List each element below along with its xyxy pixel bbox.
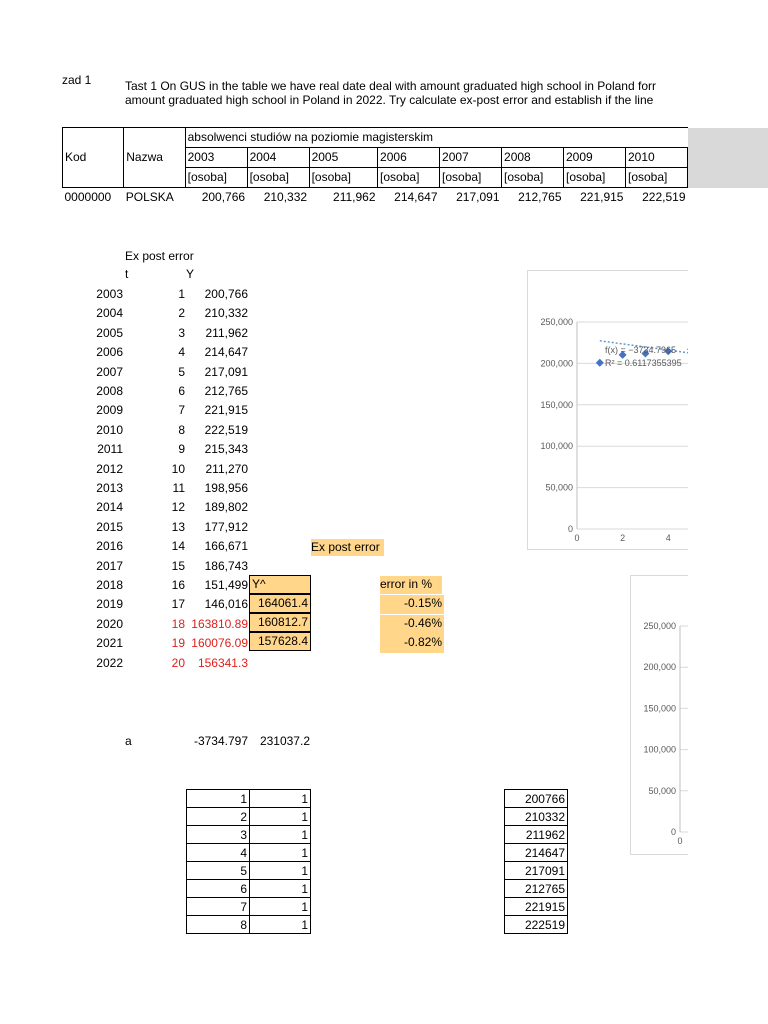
row-year: 2004 <box>96 306 123 321</box>
header-kod: Kod <box>63 128 124 188</box>
row-y: 156341.3 <box>197 655 248 670</box>
year-header: 2006 <box>378 148 440 168</box>
values-row <box>63 188 688 208</box>
row-t: 11 <box>172 481 185 495</box>
row-year: 2007 <box>96 364 123 379</box>
year-header: 2003 <box>185 148 247 168</box>
scatter-chart-2-svg <box>631 576 688 854</box>
matrix-y-cell: 200766 <box>505 790 568 808</box>
value-cell: 211,962 <box>333 190 376 204</box>
scatter-chart-1-svg <box>528 271 688 549</box>
unit-cell: [osoba] <box>440 168 502 188</box>
value-cell: 217,091 <box>456 190 500 204</box>
row-t: 5 <box>178 364 185 379</box>
row-y: 211,962 <box>205 325 248 340</box>
row-year: 2010 <box>96 422 123 437</box>
row-t: 15 <box>171 558 185 573</box>
value-cell: 210,332 <box>263 190 308 204</box>
row-year: 2016 <box>96 539 123 554</box>
coef-label: a <box>125 734 132 748</box>
matrix-y-row <box>505 790 568 808</box>
year-header: 2005 <box>309 148 377 168</box>
col-y-header: Y <box>186 267 195 281</box>
row-t: 4 <box>178 345 185 360</box>
row-y: 189,802 <box>204 500 248 515</box>
y-tick-label: 150,000 <box>643 703 676 714</box>
row-nazwa: POLSKA <box>125 190 174 204</box>
value-cell: 222,519 <box>642 190 686 204</box>
matrix-x-cell: 3 <box>187 826 250 844</box>
unit-cell: [osoba] <box>309 168 377 188</box>
value-cell: 200,766 <box>201 190 246 204</box>
y-tick-label: 50,000 <box>648 785 676 796</box>
row-t: 17 <box>171 597 185 612</box>
yhat-cell: 164061.4 <box>249 594 311 613</box>
value-cell: 212,765 <box>518 190 562 204</box>
matrix-x-cell: 1 <box>250 808 311 826</box>
task-line-2: amount graduated high school in Poland in 2022. Try calculate ex-post error and establish if the line <box>125 93 654 107</box>
matrix-x-row <box>187 808 311 826</box>
value-cell: 221,915 <box>580 190 624 204</box>
matrix-y-row <box>505 916 568 934</box>
y-tick-label: 250,000 <box>540 317 573 327</box>
unit-cell: [osoba] <box>502 168 564 188</box>
r2-label: R² = 0.6117355395 <box>605 358 682 368</box>
matrix-y-cell: 221915 <box>505 898 568 916</box>
matrix-x-cell: 1 <box>250 898 311 916</box>
row-y: 222,519 <box>204 422 248 437</box>
row-y: 215,343 <box>204 442 248 457</box>
row-year: 2015 <box>96 519 123 534</box>
scatter-chart-2[interactable] <box>630 575 688 855</box>
row-t: 8 <box>178 422 185 437</box>
year-header: 2009 <box>564 148 626 168</box>
row-t: 20 <box>171 655 185 670</box>
matrix-x-cell: 8 <box>187 916 250 934</box>
matrix-y-cell: 222519 <box>505 916 568 934</box>
row-t: 12 <box>171 500 185 515</box>
row-year: 2017 <box>96 558 123 573</box>
matrix-x-row <box>187 790 311 808</box>
row-y: 146,016 <box>204 597 248 612</box>
x-tick-label: 0 <box>574 533 580 543</box>
matrix-y-row <box>505 898 568 916</box>
ex-post-side-label: Ex post error <box>311 539 384 556</box>
gus-table <box>62 127 688 207</box>
matrix-y-cell: 211962 <box>505 826 568 844</box>
row-year: 2020 <box>96 616 123 631</box>
row-t: 7 <box>178 403 185 418</box>
y-tick-label: 250,000 <box>643 621 676 631</box>
matrix-x-cell: 6 <box>187 880 250 898</box>
coef-b: 231037.2 <box>259 734 310 748</box>
matrix-x-row <box>187 844 311 862</box>
row-t: 1 <box>178 287 185 301</box>
row-y: 163810.89 <box>191 616 248 631</box>
row-y: 217,091 <box>204 364 248 379</box>
matrix-y-row <box>505 844 568 862</box>
matrix-y-row <box>505 808 568 826</box>
row-t: 19 <box>171 636 185 651</box>
row-y: 151,499 <box>204 578 248 592</box>
y-tick-label: 200,000 <box>643 662 676 673</box>
row-t: 18 <box>171 616 185 631</box>
task-label: zad 1 <box>62 73 92 87</box>
row-y: 214,647 <box>204 345 248 360</box>
row-t: 10 <box>171 461 185 476</box>
gray-band <box>688 128 768 188</box>
y-tick-label: 0 <box>670 827 676 837</box>
matrix-x-row <box>187 826 311 844</box>
row-y: 186,743 <box>204 558 248 573</box>
matrix-x-cell: 5 <box>187 862 250 880</box>
unit-cell: [osoba] <box>378 168 440 188</box>
matrix-y-cell: 214647 <box>505 844 568 862</box>
matrix-y-cell: 217091 <box>505 862 568 880</box>
yhat-header: Y^ <box>249 575 311 594</box>
matrix-x-cell: 1 <box>250 916 311 934</box>
matrix-y-row <box>505 826 568 844</box>
row-y: 221,915 <box>204 403 248 418</box>
error-cell: -0.46% <box>380 615 444 634</box>
scatter-chart-1[interactable] <box>527 270 688 550</box>
matrix-x-row <box>187 916 311 934</box>
row-year: 2022 <box>96 655 123 670</box>
matrix-x-cell: 4 <box>187 844 250 862</box>
row-year: 2019 <box>96 597 123 612</box>
unit-cell: [osoba] <box>185 168 247 188</box>
row-year: 2009 <box>96 403 123 418</box>
row-year: 2021 <box>96 636 123 651</box>
matrix-x-row <box>187 898 311 916</box>
row-year: 2011 <box>97 442 123 457</box>
yhat-cell: 157628.4 <box>249 632 311 651</box>
row-t: 6 <box>178 384 185 398</box>
row-t: 13 <box>171 519 185 534</box>
matrix-y-row <box>505 880 568 898</box>
matrix-x-cell: 1 <box>250 844 311 862</box>
coef-a: -3734.797 <box>193 734 248 748</box>
row-t: 14 <box>171 539 185 554</box>
unit-cell: [osoba] <box>625 168 687 188</box>
matrix-x-cell: 7 <box>187 898 250 916</box>
y-tick-label: 100,000 <box>643 744 676 755</box>
header-nazwa: Nazwa <box>124 128 185 188</box>
row-t: 9 <box>178 442 185 457</box>
row-year: 2014 <box>96 500 123 515</box>
row-y: 160076.09 <box>191 636 248 651</box>
row-year: 2005 <box>96 325 123 340</box>
col-t-header: t <box>125 267 129 281</box>
row-t: 16 <box>171 578 185 592</box>
year-header: 2010 <box>625 148 687 168</box>
y-tick-label: 200,000 <box>540 358 573 369</box>
row-y: 211,270 <box>205 461 248 476</box>
group-header: absolwenci studiów na poziomie magisterskim <box>185 128 687 148</box>
unit-cell: [osoba] <box>247 168 309 188</box>
matrix-x-row <box>187 862 311 880</box>
unit-cell: [osoba] <box>564 168 626 188</box>
yhat-cell: 160812.7 <box>249 613 311 632</box>
x-tick-label: 4 <box>665 533 671 543</box>
year-header: 2004 <box>247 148 309 168</box>
ex-post-title: Ex post error <box>125 249 194 263</box>
matrix-x-cell: 1 <box>250 862 311 880</box>
row-y: 210,332 <box>204 306 248 321</box>
row-year: 2003 <box>96 287 123 301</box>
year-header: 2008 <box>502 148 564 168</box>
matrix-y-cell: 212765 <box>505 880 568 898</box>
task-line-1: Tast 1 On GUS in the table we have real date deal with amount graduated high school in Poland forr <box>125 79 656 93</box>
row-year: 2012 <box>96 461 123 476</box>
row-y: 212,765 <box>204 384 248 398</box>
row-t: 3 <box>178 325 185 340</box>
matrix-x-cell: 2 <box>187 808 250 826</box>
row-y: 177,912 <box>204 519 248 534</box>
matrix-x-row <box>187 880 311 898</box>
matrix-x-cell: 1 <box>250 826 311 844</box>
row-year: 2013 <box>96 481 123 495</box>
matrix-x-table <box>186 789 311 934</box>
error-cell: -0.82% <box>380 634 444 653</box>
matrix-x-cell: 1 <box>250 790 311 808</box>
row-year: 2018 <box>96 578 123 592</box>
y-tick-label: 0 <box>567 524 573 534</box>
equation-label: f(x) = −3734.7965 <box>605 345 677 355</box>
error-cell: -0.15% <box>380 595 444 614</box>
matrix-x-cell: 1 <box>187 790 250 808</box>
matrix-y-row <box>505 862 568 880</box>
row-t: 2 <box>178 306 185 321</box>
y-tick-label: 50,000 <box>545 482 573 493</box>
x-tick-label: 0 <box>677 836 683 846</box>
y-tick-label: 150,000 <box>540 399 573 410</box>
row-y: 166,671 <box>204 539 248 554</box>
matrix-y-cell: 210332 <box>505 808 568 826</box>
row-year: 2008 <box>96 384 123 398</box>
matrix-y-table <box>504 789 568 934</box>
error-header: error in % <box>380 576 442 594</box>
row-y: 198,956 <box>204 481 248 495</box>
value-cell: 214,647 <box>394 190 438 204</box>
year-header: 2007 <box>440 148 502 168</box>
row-year: 2006 <box>96 345 123 360</box>
row-kod: 0000000 <box>64 190 112 204</box>
y-tick-label: 100,000 <box>540 441 573 452</box>
x-tick-label: 2 <box>620 533 626 543</box>
matrix-x-cell: 1 <box>250 880 311 898</box>
row-y: 200,766 <box>204 287 248 301</box>
data-point <box>596 359 604 367</box>
